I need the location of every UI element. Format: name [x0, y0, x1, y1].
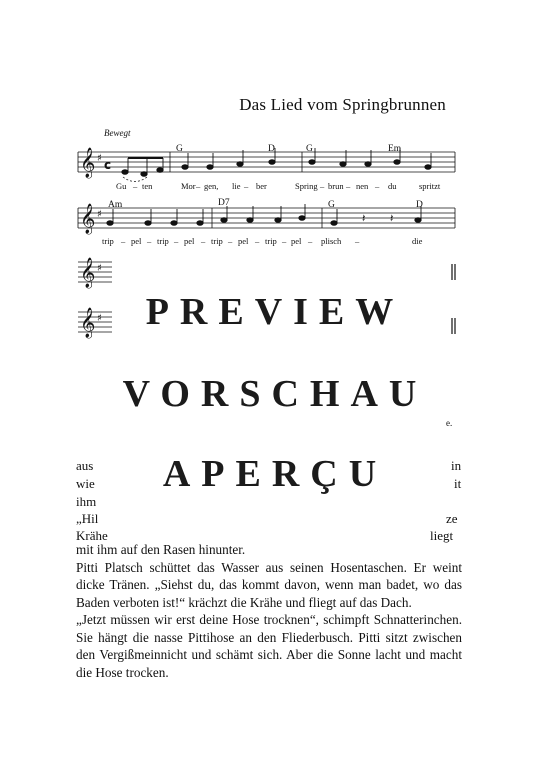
lyric-hyphen: – — [308, 236, 313, 246]
story-text — [76, 541, 462, 681]
lyric-syllable: trip — [211, 236, 223, 246]
watermark-vorschau: VORSCHAU — [122, 373, 428, 415]
lyric-hyphen: – — [244, 181, 249, 191]
text-fragment: ze — [446, 511, 458, 526]
lyric-hyphen: – — [133, 181, 138, 191]
lyric-hyphen: – — [355, 236, 360, 246]
svg-text:c: c — [104, 158, 112, 172]
watermark-apercu: APERÇU — [162, 453, 388, 495]
paragraph: „Jetzt müssen wir erst deine Hose trocknen“, schimpft Schnatterinchen. Sie hängt die nasse Pittihose an den Fliederbusch. Pitti sitzt zwischen den Vergißmeinnicht und schämt sich. Aber die Sonne lacht und macht die Hose trocken. — [76, 612, 462, 680]
text-fragment: wie — [76, 476, 95, 491]
tempo-marking: Bewegt — [104, 128, 131, 138]
chord-symbol: D — [416, 200, 423, 210]
svg-text:𝄞: 𝄞 — [80, 148, 96, 178]
watermark-preview: PREVIEW — [145, 291, 405, 333]
lyric-syllable: gen, — [204, 181, 219, 191]
text-fragment: „Hil — [76, 511, 99, 526]
lyric-syllable: du — [388, 181, 397, 191]
lyric-hyphen: – — [228, 236, 233, 246]
lyric-syllable: pel — [131, 236, 142, 246]
lyric-hyphen: – — [196, 181, 201, 191]
lyric-hyphen: – — [147, 236, 152, 246]
lyric-hyphen: – — [375, 181, 380, 191]
chord-symbol: G — [328, 200, 335, 210]
lyric-syllable: pel — [184, 236, 195, 246]
text-fragment: in — [451, 458, 462, 473]
svg-text:𝄞: 𝄞 — [80, 308, 96, 338]
lyric-syllable: pel — [238, 236, 249, 246]
text-fragment: liegt — [430, 528, 454, 543]
lyric-syllable: trip — [157, 236, 169, 246]
lyric-hyphen: – — [320, 181, 325, 191]
lyric-syllable: Gu — [116, 181, 127, 191]
chord-symbol: D7 — [218, 198, 230, 208]
lyric-syllable: nen — [356, 181, 369, 191]
lyric-hyphen: – — [121, 236, 126, 246]
lyric-hyphen: – — [282, 236, 287, 246]
chord-symbol: D — [268, 144, 275, 154]
text-fragment: it — [454, 476, 462, 491]
paragraph: mit ihm auf den Rasen hinunter. — [76, 542, 246, 557]
lyric-syllable: ten — [142, 181, 153, 191]
lyric-hyphen: – — [255, 236, 260, 246]
lyric-syllable: Mor — [181, 181, 196, 191]
lyric-syllable: brun — [328, 181, 344, 191]
lyric-hyphen: – — [346, 181, 351, 191]
lyric-syllable: die — [412, 236, 423, 246]
text-fragment: ihm — [76, 494, 97, 509]
svg-text:♯: ♯ — [97, 313, 102, 324]
lyric-syllable: lie — [232, 181, 241, 191]
chord-symbol: Am — [108, 200, 123, 210]
song-title: Das Lied vom Springbrunnen — [239, 95, 446, 114]
lyric-syllable: ber — [256, 181, 267, 191]
svg-text:♯: ♯ — [97, 209, 102, 220]
chord-symbol: Em — [388, 144, 402, 154]
svg-text:𝄞: 𝄞 — [80, 258, 96, 288]
paragraph: Pitti Platsch schüttet das Wasser aus seinen Hosentaschen. Er weint dicke Tränen. „Siehst du, das kommt davon, wenn man badet, wo das Baden verboten ist!“ krächzt die Krähe und fliegt auf das Dach. — [76, 559, 462, 610]
lyric-syllable: Spring — [295, 181, 318, 191]
chord-symbol: G — [306, 144, 313, 154]
svg-text:♯: ♯ — [97, 263, 102, 274]
lyric-syllable: plisch — [321, 236, 342, 246]
lyric-syllable: pel — [291, 236, 302, 246]
svg-text:𝄽: 𝄽 — [362, 212, 366, 225]
svg-text:𝄞: 𝄞 — [80, 204, 96, 234]
lyric-syllable: spritzt — [419, 181, 441, 191]
text-fragment: aus — [76, 458, 94, 473]
lyric-syllable: trip — [265, 236, 277, 246]
svg-text:𝄽: 𝄽 — [390, 212, 394, 225]
music-notation — [0, 0, 550, 340]
text-fragment: Krähe — [76, 528, 108, 543]
chord-symbol: G — [176, 144, 183, 154]
svg-text:♯: ♯ — [97, 153, 102, 164]
lyric-hyphen: – — [174, 236, 179, 246]
lyric-syllable: trip — [102, 236, 114, 246]
lyric-hyphen: – — [201, 236, 206, 246]
text-fragment: e. — [446, 418, 453, 428]
